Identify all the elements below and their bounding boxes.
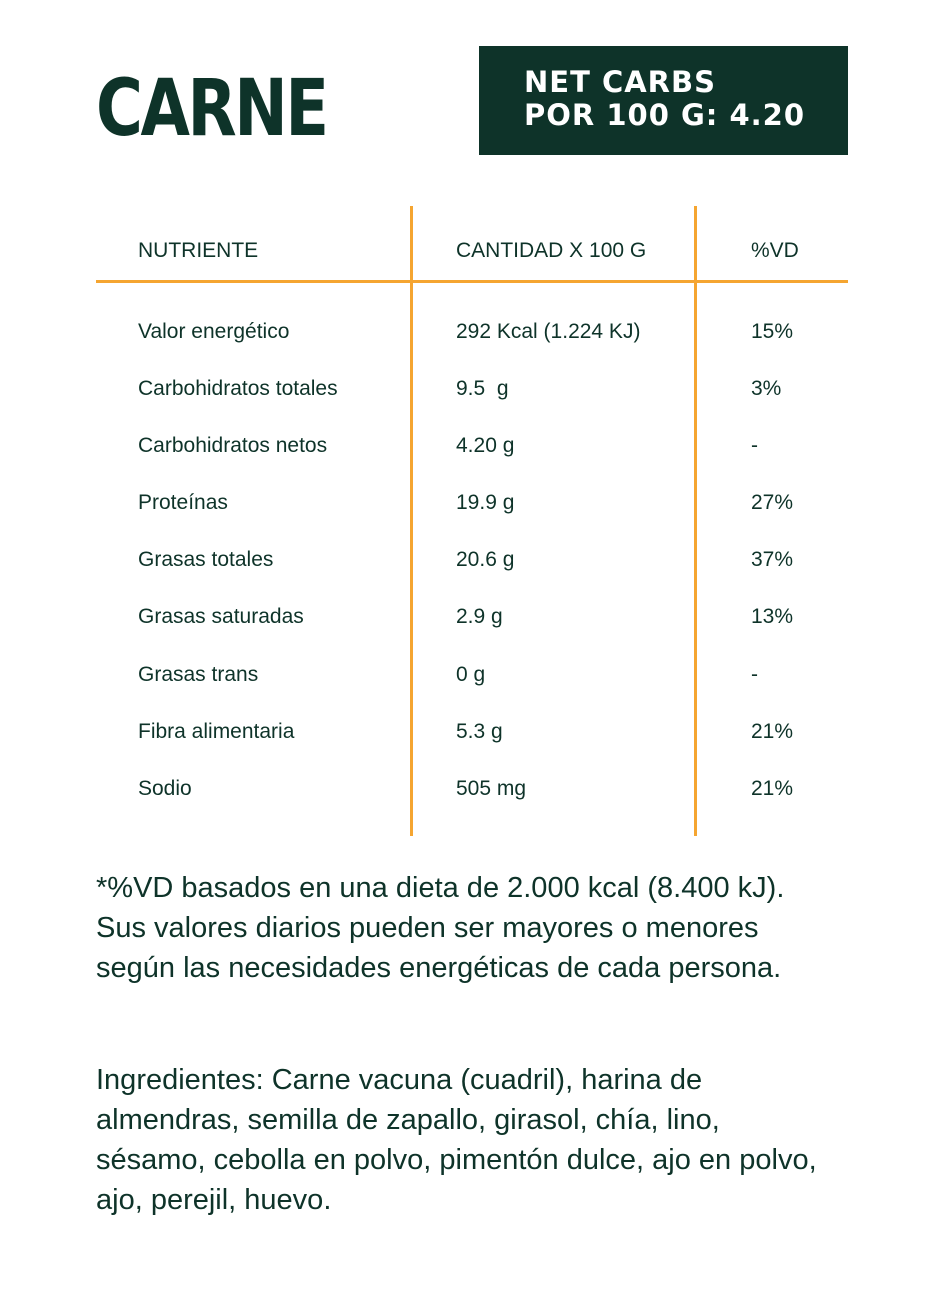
nutrient-name: Proteínas — [138, 491, 228, 514]
net-carbs-badge — [479, 46, 848, 155]
ingredients-text: Ingredientes: Carne vacuna (cuadril), harina de almendras, semilla de zapallo, girasol, chía, lino, sésamo, cebolla en polvo, pimentón dulce, ajo en polvo, ajo, perejil, huevo. — [96, 1064, 817, 1216]
nutrient-amount: 9.5 g — [456, 377, 509, 400]
nutrient-dv: 37% — [751, 548, 794, 571]
nutrient-amount: 505 mg — [456, 777, 527, 800]
nutrient-name: Valor energético — [138, 320, 290, 343]
nutrient-dv: 13% — [751, 605, 794, 628]
nutrient-name: Carbohidratos netos — [138, 434, 328, 457]
header-cantidad: CANTIDAD X 100 G — [456, 239, 647, 262]
nutrient-name: Grasas trans — [138, 663, 259, 686]
nutrient-name: Sodio — [138, 777, 192, 800]
nutrient-dv: 27% — [751, 491, 794, 514]
nutrient-dv: 15% — [751, 320, 794, 343]
nutrient-dv: 3% — [751, 377, 782, 400]
nutrient-amount: 2.9 g — [456, 605, 503, 628]
nutrient-name: Grasas saturadas — [138, 605, 304, 628]
nutrient-amount: 20.6 g — [456, 548, 515, 571]
nutrient-dv: - — [751, 663, 758, 686]
nutrient-amount: 0 g — [456, 663, 486, 686]
header-divider — [96, 280, 848, 283]
net-carbs-label: NET CARBS — [524, 65, 717, 99]
nutrient-dv: 21% — [751, 720, 794, 743]
nutrient-name: Fibra alimentaria — [138, 720, 295, 743]
nutrient-name: Grasas totales — [138, 548, 274, 571]
column-divider — [694, 206, 697, 836]
nutrient-amount: 5.3 g — [456, 720, 503, 743]
net-carbs-value: POR 100 G: 4.20 — [524, 98, 806, 132]
header-nutriente: NUTRIENTE — [138, 239, 259, 262]
column-divider — [410, 206, 413, 836]
nutrient-dv: 21% — [751, 777, 794, 800]
nutrient-name: Carbohidratos totales — [138, 377, 338, 400]
product-title: CARNE — [96, 64, 327, 154]
header-vd: %VD — [751, 239, 799, 262]
nutrient-amount: 292 Kcal (1.224 KJ) — [456, 320, 641, 343]
nutrient-dv: - — [751, 434, 758, 457]
nutrient-amount: 19.9 g — [456, 491, 515, 514]
daily-value-note: *%VD basados en una dieta de 2.000 kcal (8.400 kJ). Sus valores diarios pueden ser mayores o menores según las necesidades energéticas de cada persona. — [96, 872, 785, 984]
nutrient-amount: 4.20 g — [456, 434, 515, 457]
